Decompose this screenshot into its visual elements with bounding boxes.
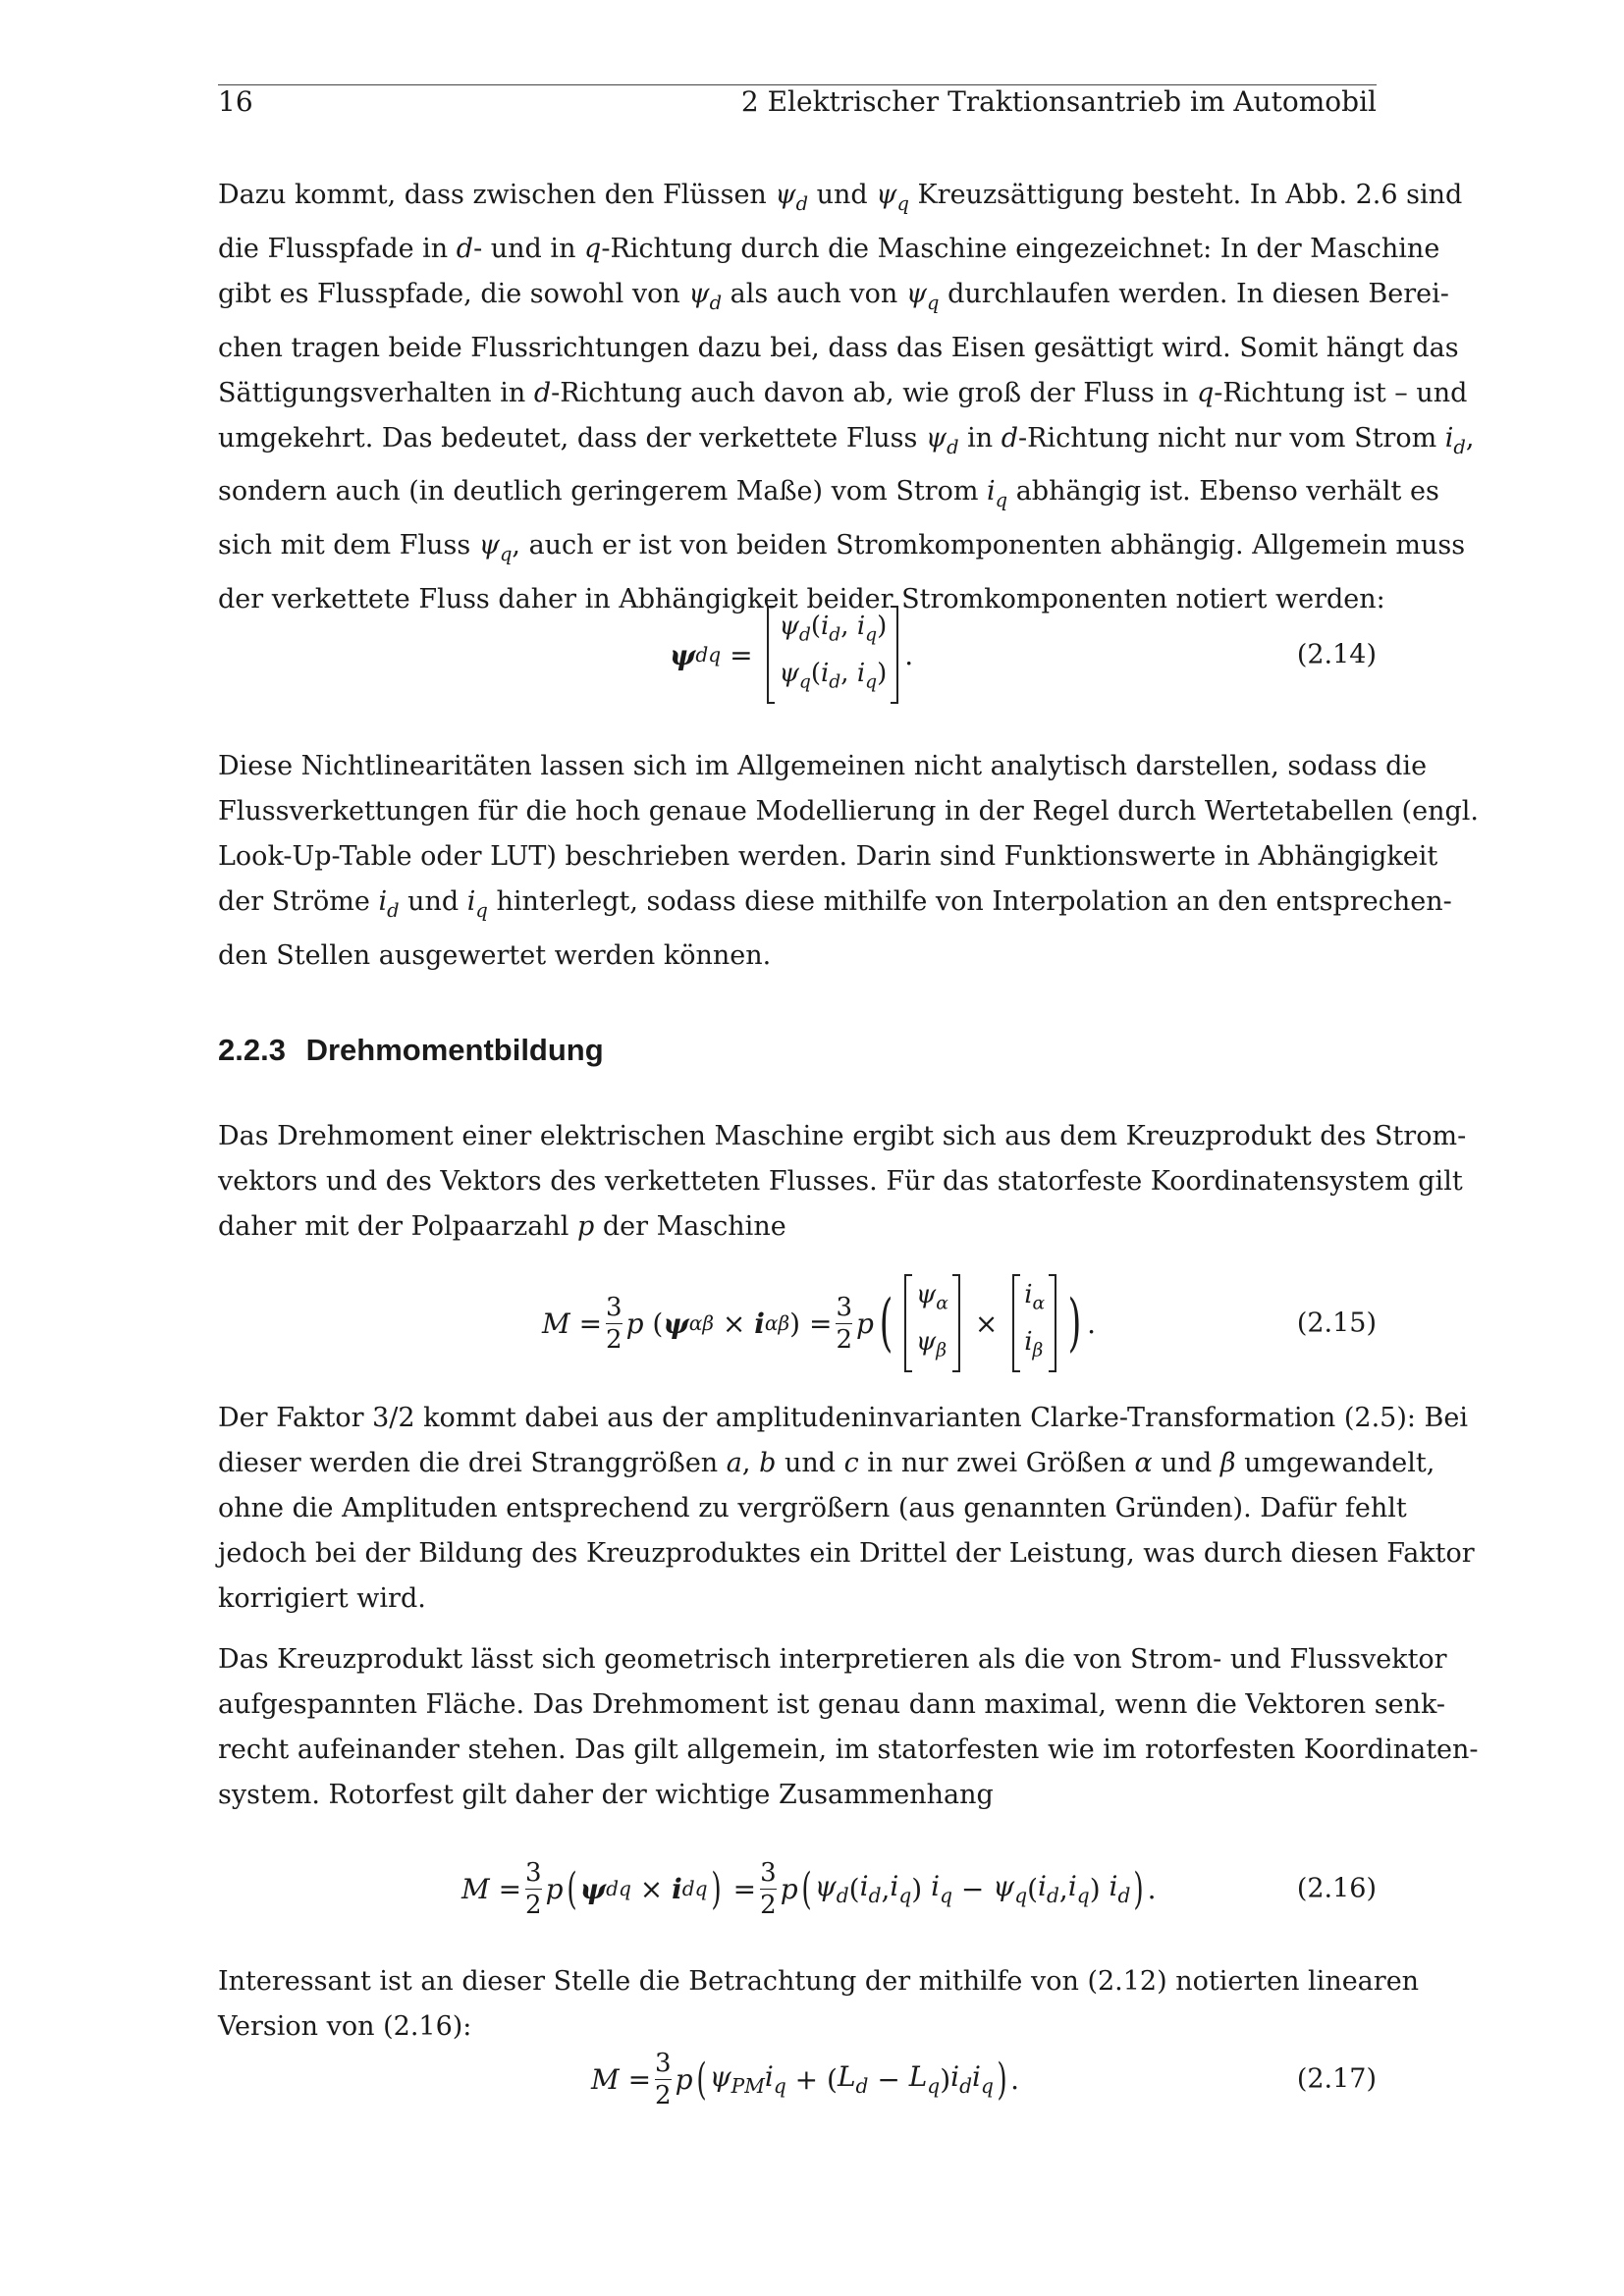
- text-line: ohne die Amplituden entsprechend zu vergrößern (aus genannten Gründen). Dafür fehlt: [218, 1493, 1407, 1523]
- text-line: den Stellen ausgewertet werden können.: [218, 939, 772, 971]
- text-line: chen tragen beide Flussrichtungen dazu bei, dass das Eisen gesättigt wird. Somit hängt das: [218, 332, 1459, 363]
- text-line: sich mit dem Fluss $\psi_q$, auch er ist von beiden Stromkomponenten abhängig. Allgemein muss: [218, 530, 1466, 565]
- text-line: jedoch bei der Bildung des Kreuzproduktes ein Drittel der Leistung, was durch diesen Faktor: [218, 1538, 1475, 1569]
- paragraph-4: [218, 1396, 1475, 1622]
- current-alpha-beta-matrix: $i_\alpha$ $i_\beta$: [1012, 1274, 1056, 1371]
- equation-2-14: [218, 601, 1377, 709]
- flux-vector-matrix: $\psi_d(i_d$, $i_q$) $\psi_q(i_d$, $i_q$): [767, 606, 898, 703]
- text-line: der verkettete Fluss daher in Abhängigkeit beider Stromkomponenten notiert werden:: [218, 583, 1385, 614]
- text-line: system. Rotorfest gilt daher der wichtige Zusammenhang: [218, 1780, 994, 1810]
- page-number: 16: [218, 85, 253, 118]
- equation-number: (2.15): [1296, 1308, 1377, 1339]
- equation-number: (2.14): [1296, 639, 1377, 670]
- equation-formula: ψ dq = $\psi_d(i_d$, $i_q$) $\psi_q(i_d$, $i_q$) .: [670, 601, 913, 709]
- text-line: Das Kreuzprodukt lässt sich geometrisch interpretieren als die von Strom- und Flussvektor: [218, 1644, 1447, 1675]
- text-line: Version von (2.16):: [218, 2011, 472, 2042]
- text-line: Diese Nichtlinearitäten lassen sich im Allgemeinen nicht analytisch darstellen, sodass die: [218, 751, 1428, 781]
- equation-number: (2.17): [1296, 2063, 1377, 2095]
- text-line: der Ströme $i_d$ und $i_q$ hinterlegt, sodass diese mithilfe von Interpolation an den entsprechen-: [218, 886, 1452, 922]
- text-line: sondern auch (in deutlich geringerem Maße) vom Strom $i_q$ abhängig ist. Ebenso verhält es: [218, 476, 1439, 512]
- text-line: gibt es Flusspfade, die sowohl von $\psi_d$ als auch von $\psi_q$ durchlaufen werden. In diesen Berei-: [218, 278, 1449, 314]
- equation-formula: M = $\frac{3}{2}$ p ( $\psi_{PM}$ $i_q$ + ( $L_d$ − $L_q$ ) $i_di_q$ ) .: [591, 2048, 1019, 2110]
- paragraph-3: [218, 1114, 1467, 1250]
- text-line: Dazu kommt, dass zwischen den Flüssen $\psi_d$ und $\psi_q$ Kreuzsättigung besteht. In Abb. 2.6 sind: [218, 180, 1463, 215]
- equation-2-15: [218, 1274, 1377, 1372]
- text-line: Der Faktor 3/2 kommt dabei aus der amplitudeninvarianten Clarke-Transformation (2.5): Bei: [218, 1403, 1469, 1433]
- section-number: 2.2.3: [218, 1033, 286, 1067]
- text-line: Das Drehmoment einer elektrischen Maschine ergibt sich aus dem Kreuzprodukt des Strom-: [218, 1121, 1467, 1151]
- equation-formula: M = $\frac{3}{2}$ p ( ψ dq × i dq ) = $\frac{3}{2}$ p ( $\psi_d$ ( $i_d$ , $i_q$ ) $i_q$ − $\psi_q$ ( $i_d$ , $i_q$ ) $i_d$ ) .: [461, 1857, 1157, 1920]
- text-line: vektors und des Vektors des verketteten Flusses. Für das statorfeste Koordinatensystem gilt: [218, 1166, 1463, 1197]
- equation-formula: M = $\frac{3}{2}$ p ( ψ αβ × i αβ ) = $\frac{3}{2}$ p ( $\psi_\alpha$ $\psi_\beta$ × $i_\alpha$ $i_\beta$ ) .: [542, 1274, 1096, 1372]
- section-title: Drehmomentbildung: [305, 1033, 604, 1067]
- paragraph-1: [218, 173, 1475, 622]
- text-line: korrigiert wird.: [218, 1583, 426, 1614]
- text-line: dieser werden die drei Stranggrößen a, b und c in nur zwei Größen α und β umgewandelt,: [218, 1448, 1435, 1478]
- chapter-title: 2 Elektrischer Traktionsantrieb im Automobil: [740, 85, 1377, 118]
- text-line: Sättigungsverhalten in d-Richtung auch davon ab, wie groß der Fluss in q-Richtung ist – und: [218, 377, 1468, 408]
- flux-alpha-beta-matrix: $\psi_\alpha$ $\psi_\beta$: [904, 1274, 960, 1371]
- text-line: umgekehrt. Das bedeutet, dass der verkettete Fluss $\psi_d$ in d-Richtung nicht nur vom Strom $i_d$,: [218, 422, 1475, 458]
- paragraph-2: [218, 744, 1479, 979]
- equation-number: (2.16): [1296, 1873, 1377, 1904]
- text-line: daher mit der Polpaarzahl p der Maschine: [218, 1211, 786, 1242]
- text-line: Look-Up-Table oder LUT) beschrieben werden. Darin sind Funktionswerte in Abhängigkeit: [218, 841, 1438, 872]
- equation-2-17: [218, 2032, 1377, 2126]
- section-heading: [218, 1031, 604, 1070]
- text-line: die Flusspfade in d- und in q-Richtung durch die Maschine eingezeichnet: In der Maschine: [218, 233, 1440, 264]
- text-line: aufgespannten Fläche. Das Drehmoment ist genau dann maximal, wenn die Vektoren senk-: [218, 1689, 1445, 1720]
- text-line: Flussverkettungen für die hoch genaue Modellierung in der Regel durch Wertetabellen (engl.: [218, 796, 1479, 827]
- text-line: Interessant ist an dieser Stelle die Betrachtung der mithilfe von (2.12) notierten linearen: [218, 1966, 1420, 1997]
- running-header: [218, 82, 1377, 118]
- equation-2-16: [218, 1842, 1377, 1936]
- paragraph-5: [218, 1637, 1479, 1818]
- text-line: recht aufeinander stehen. Das gilt allgemein, im statorfesten wie im rotorfesten Koordinaten-: [218, 1735, 1479, 1765]
